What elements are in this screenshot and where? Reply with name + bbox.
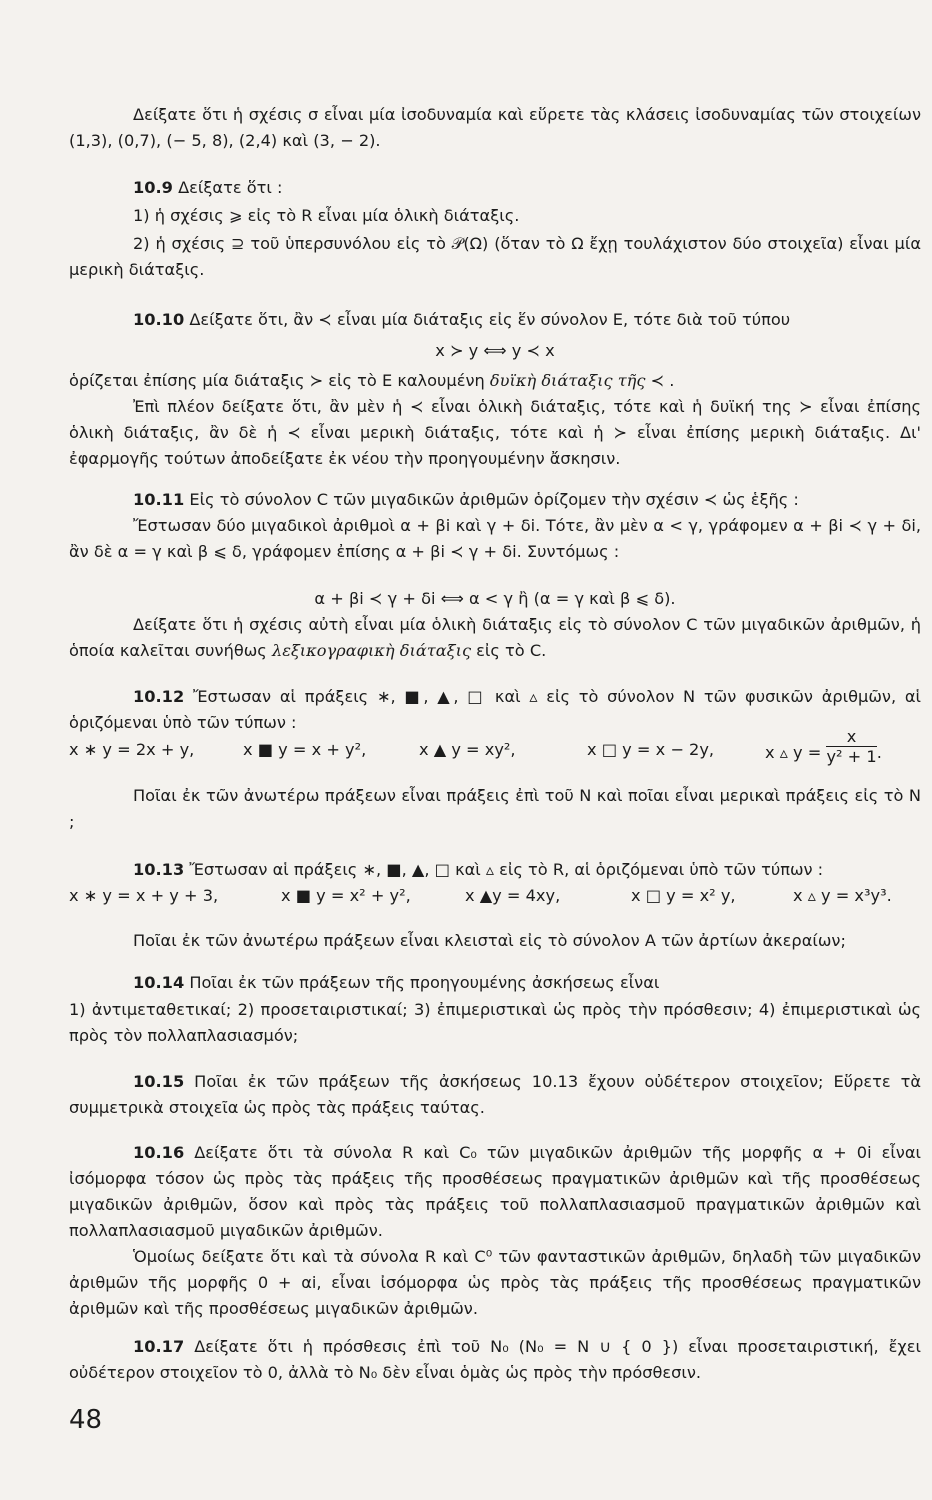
item-text: 1) ἡ σχέσις ⩾ εἰς τὸ R εἶναι μία ὁλικὴ διάταξις. <box>133 206 520 225</box>
exercise-10-12-formulas <box>69 727 921 778</box>
exercise-10-11-formula <box>69 586 921 612</box>
italic-term: λεξικογραφικὴ διάταξις <box>271 641 472 660</box>
fraction <box>826 728 876 767</box>
exercise-heading: Ἔστωσαν αἱ πράξεις ∗, ■, ▲, □ καὶ ▵ εἰς τὸ σύνολον N τῶν φυσικῶν ἀριθμῶν, αἱ ὁριζόμεναι ὑπὸ τῶν τύπων : <box>69 687 921 732</box>
exercise-heading: Δείξατε ὅτι τὰ σύνολα R καὶ C₀ τῶν μιγαδικῶν ἀριθμῶν τῆς μορφῆς α + 0i εἶναι ἰσόμορφα τόσον ὡς πρὸς τὰς πράξεις τῆς προσθέσεως πραγματικῶν ἀριθμῶν καὶ τῆς προσθέσεως μιγαδικῶν ἀριθμῶν, ὅσον καὶ πρὸς τὰς πράξεις τοῦ πολλαπλασιασμοῦ πραγματικῶν ἀριθμῶν καὶ πολλαπλασιασμοῦ μιγαδικῶν ἀριθμῶν. <box>69 1143 921 1240</box>
formula: x ≻ y ⟺ y ≺ x <box>435 341 555 360</box>
exercise-10-9-item-2 <box>69 231 921 283</box>
italic-term: δυϊκὴ διάταξις τῆς <box>489 371 646 390</box>
exercise-number: 10.9 <box>133 178 173 197</box>
intro-text: Δείξατε ὅτι ἡ σχέσις σ εἶναι μία ἰσοδυναμία καὶ εὕρετε τὰς κλάσεις ἰσοδυναμίας τῶν στοιχείων (1,3), (0,7), (− 5, 8), (2,4) καὶ (3, − 2). <box>69 105 921 150</box>
exercise-10-10 <box>69 307 921 333</box>
exercise-10-16-paragraph-2 <box>69 1244 921 1322</box>
exercise-10-12-question <box>69 783 921 835</box>
exercise-heading: Ποῖαι ἐκ τῶν πράξεων τῆς ἀσκήσεως 10.13 ἔχουν οὐδέτερον στοιχεῖον; Εὕρετε τὰ συμμετρικὰ στοιχεῖα ὡς πρὸς τὰς πράξεις ταύτας. <box>69 1072 921 1117</box>
intro-paragraph <box>69 102 921 154</box>
body-text: Ὁμοίως δείξατε ὅτι καὶ τὰ σύνολα R καὶ C⁰ τῶν φανταστικῶν ἀριθμῶν, δηλαδὴ τῶν μιγαδικῶν ἀριθμῶν τῆς μορφῆς 0 + αi, εἶναι ἰσόμορφα ὡς πρὸς τὰς πράξεις τῆς προσθέσεως πραγματικῶν ἀριθμῶν καὶ τῆς προσθέσεως μιγαδικῶν ἀριθμῶν. <box>69 1247 921 1318</box>
exercise-10-10-paragraph-2 <box>69 394 921 472</box>
exercise-heading: Δείξατε ὅτι, ἂν ≺ εἶναι μία διάταξις εἰς ἕν σύνολον E, τότε διὰ τοῦ τύπου <box>184 310 791 329</box>
body-text: 1) ἀντιμεταθετικαί; 2) προσεταιριστικαί; 3) ἐπιμεριστικαὶ ὡς πρὸς τὴν πρόσθεσιν; 4) ἐπιμεριστικαὶ ὡς πρὸς τὸν πολλαπλασιασμόν; <box>69 1000 921 1045</box>
fraction-numerator: x <box>826 728 876 747</box>
exercise-10-10-body <box>69 368 921 394</box>
exercise-number: 10.10 <box>133 310 185 329</box>
exercise-number: 10.15 <box>133 1072 185 1091</box>
formula-left: x ▵ y = <box>765 743 822 762</box>
body-text: Ἐπὶ πλέον δείξατε ὅτι, ἂν μὲν ἡ ≺ εἶναι ὁλικὴ διάταξις, τότε καὶ ἡ δυϊκή της ≻ εἶναι ἐπίσης ὁλικὴ διάταξις, ἂν δὲ ἡ ≺ εἶναι μερικὴ διάταξις, τότε καὶ ἡ ≻ εἶναι ἐπίσης μερικὴ διάταξις. Δι' ἐφαρμογῆς τούτων ἀποδείξατε ἐκ νέου τὴν προηγουμένην ἄσκησιν. <box>69 397 921 468</box>
body-text: εἰς τὸ C. <box>471 641 547 660</box>
exercise-10-17 <box>69 1334 921 1386</box>
exercise-10-12 <box>69 684 921 736</box>
formula-star: x ∗ y = x + y + 3, <box>69 886 219 905</box>
exercise-10-14-body <box>69 997 921 1049</box>
exercise-heading: Δείξατε ὅτι : <box>172 178 283 197</box>
exercise-10-10-formula <box>69 338 921 364</box>
exercise-number: 10.12 <box>133 687 185 706</box>
exercise-10-13-question <box>69 928 921 954</box>
formula-box: x □ y = x − 2y, <box>587 740 715 759</box>
exercise-10-11 <box>69 487 921 513</box>
fraction-denominator: y² + 1 <box>826 747 877 766</box>
exercise-heading: Ποῖαι ἐκ τῶν πράξεων τῆς προηγουμένης ἀσκήσεως εἶναι <box>184 973 660 992</box>
formula-box: x □ y = x² y, <box>631 886 736 905</box>
exercise-number: 10.11 <box>133 490 185 509</box>
exercise-10-16 <box>69 1140 921 1244</box>
formula: α + βi ≺ γ + δi ⟺ α < γ ἢ (α = γ καὶ β ⩽ δ). <box>314 589 676 608</box>
exercise-10-15 <box>69 1069 921 1121</box>
item-text: 2) ἡ σχέσις ⊇ τοῦ ὑπερσυνόλου εἰς τὸ 𝒫(Ω) (ὅταν τὸ Ω ἔχῃ τουλάχιστον δύο στοιχεῖα) εἶναι μία μερικὴ διάταξις. <box>69 234 921 279</box>
formula-end: . <box>876 743 882 762</box>
exercise-number: 10.14 <box>133 973 185 992</box>
formula-star: x ∗ y = 2x + y, <box>69 740 195 759</box>
formula-square-filled: x ■ y = x + y², <box>243 740 367 759</box>
exercise-number: 10.17 <box>133 1337 185 1356</box>
exercise-heading: Εἰς τὸ σύνολον C τῶν μιγαδικῶν ἀριθμῶν ὁρίζομεν τὴν σχέσιν ≺ ὡς ἑξῆς : <box>184 490 799 509</box>
exercise-heading: Ἔστωσαν αἱ πράξεις ∗, ■, ▲, □ καὶ ▵ εἰς τὸ R, αἱ ὁριζόμεναι ὑπὸ τῶν τύπων : <box>184 860 824 879</box>
exercise-10-13-formulas <box>69 886 921 926</box>
exercise-10-13 <box>69 857 921 883</box>
exercise-10-9-item-1 <box>69 203 921 229</box>
body-text: ≺ . <box>645 371 675 390</box>
exercise-10-11-paragraph-2 <box>69 612 921 664</box>
exercise-number: 10.13 <box>133 860 185 879</box>
exercise-10-14 <box>69 970 921 996</box>
formula-square-filled: x ■ y = x² + y², <box>281 886 411 905</box>
exercise-number: 10.16 <box>133 1143 185 1162</box>
formula-triangle: x ▲y = 4xy, <box>465 886 561 905</box>
exercise-10-9 <box>69 175 921 201</box>
page-number: 48 <box>69 1405 103 1435</box>
formula-delta: x ▵ y = x³y³. <box>793 886 892 905</box>
body-text: Ποῖαι ἐκ τῶν ἀνωτέρω πράξεων εἶναι πράξεις ἐπὶ τοῦ N καὶ ποῖαι εἶναι μερικαὶ πράξεις εἰς τὸ N ; <box>69 786 921 831</box>
formula-delta <box>765 727 882 767</box>
body-text: ὁρίζεται ἐπίσης μία διάταξις ≻ εἰς τὸ E καλουμένη <box>69 371 490 390</box>
formula-triangle: x ▲ y = xy², <box>419 740 516 759</box>
body-text: Ποῖαι ἐκ τῶν ἀνωτέρω πράξεων εἶναι κλεισταὶ εἰς τὸ σύνολον A τῶν ἀρτίων ἀκεραίων; <box>133 931 846 950</box>
exercise-heading: Δείξατε ὅτι ἡ πρόσθεσις ἐπὶ τοῦ N₀ (N₀ = N ∪ { 0 }) εἶναι προσεταιριστική, ἔχει οὐδέτερον στοιχεῖον τὸ 0, ἀλλὰ τὸ N₀ δὲν εἶναι ὁμὰς ὡς πρὸς τὴν πρόσθεσιν. <box>69 1337 921 1382</box>
body-text: Δείξατε ὅτι ἡ σχέσις αὐτὴ εἶναι μία ὁλικὴ διάταξις εἰς τὸ σύνολον C τῶν μιγαδικῶν ἀριθμῶν, ἡ ὁποία καλεῖται συνήθως <box>69 615 921 660</box>
exercise-10-11-paragraph-1 <box>69 513 921 565</box>
body-text: Ἔστωσαν δύο μιγαδικοὶ ἀριθμοὶ α + βi καὶ γ + δi. Τότε, ἂν μὲν α < γ, γράφομεν α + βi ≺ γ + δi, ἂν δὲ α = γ καὶ β ⩽ δ, γράφομεν ἐπίσης α + βi ≺ γ + δi. Συντόμως : <box>69 516 921 561</box>
